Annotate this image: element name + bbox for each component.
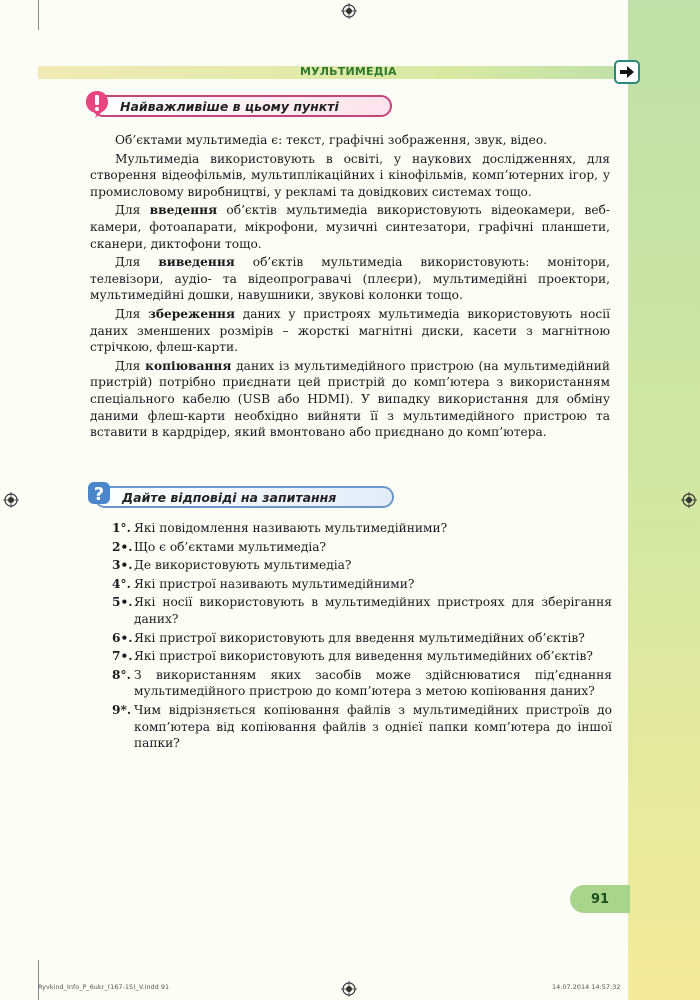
registration-mark-icon bbox=[341, 981, 357, 997]
paragraph-text: Об’єктами мультимедіа є: текст, графічні зображення, звук, відео. bbox=[115, 133, 548, 147]
registration-mark-icon bbox=[681, 492, 697, 508]
registration-mark-icon bbox=[3, 492, 19, 508]
bold-term: копіювання bbox=[145, 358, 232, 373]
question-item bbox=[112, 630, 612, 647]
question-number: 1°. bbox=[112, 521, 131, 535]
question-item bbox=[112, 539, 612, 556]
question-text: З використанням яких засобів може здійснюватися під’єднання мультимедійного пристрою до комп’ютера з метою копіювання даних? bbox=[134, 667, 612, 699]
paragraph-text: Для bbox=[115, 358, 146, 373]
paragraph bbox=[90, 202, 610, 252]
question-item bbox=[112, 667, 612, 700]
arrow-right-icon bbox=[620, 66, 634, 78]
question-text: Які повідомлення називають мультимедійними? bbox=[134, 521, 448, 535]
paragraph-text: Для bbox=[115, 306, 149, 321]
paragraph-text: об’єктів мультимедіа використовують відеокамери, веб-камери, фотоапарати, мікрофони, музичні синтезатори, графічні планшети, сканери, диктофони тощо. bbox=[90, 203, 610, 251]
bold-term: виведення bbox=[158, 255, 235, 270]
question-item bbox=[112, 557, 612, 574]
question-number: 6•. bbox=[112, 630, 133, 645]
paragraph-text: Для bbox=[115, 203, 150, 218]
bold-term: збереження bbox=[148, 306, 235, 321]
question-item bbox=[112, 594, 612, 627]
page-number: 91 bbox=[570, 885, 630, 913]
question-item bbox=[112, 576, 612, 593]
section-questions-header bbox=[94, 486, 394, 508]
question-text: Чим відрізняється копіювання файлів з мультимедійних пристроїв до комп’ютера від копіювання файлів з однієї папки комп’ютера до іншої папки? bbox=[134, 702, 612, 751]
paragraph-text: Для bbox=[115, 255, 159, 270]
question-number: 8°. bbox=[112, 667, 131, 682]
paragraph bbox=[90, 132, 610, 149]
question-number: 9*. bbox=[112, 702, 132, 717]
paragraph bbox=[90, 306, 610, 356]
question-number: 4°. bbox=[112, 576, 131, 591]
question-text: Що є об’єктами мультимедіа? bbox=[134, 539, 327, 554]
footer-date: 14.07.2014 14:57:32 bbox=[552, 983, 621, 991]
question-number: 2•. bbox=[112, 539, 133, 554]
paragraph-text: об’єктів мультимедіа використовують: монітори, телевізори, аудіо- та відеопрогравачі (плеєри), мультимедійні проектори, мультимедійні дошки, навушники, звукові колонки тощо. bbox=[90, 255, 610, 303]
question-text: Які пристрої використовують для виведення мультимедійних об’єктів? bbox=[134, 649, 593, 664]
paragraph-text: Мультимедіа використовують в освіті, у наукових дослідженнях, для створення відеофільмів, мультиплікаційних і кінофільмів, комп’ютерних ігор, у промисловому виробництві, у рекламі та довідкових системах тощо. bbox=[90, 151, 610, 199]
question-item bbox=[112, 702, 612, 752]
paragraph bbox=[90, 151, 610, 201]
question-mark-icon bbox=[86, 480, 112, 510]
question-list bbox=[112, 520, 612, 754]
question-number: 5•. bbox=[112, 595, 133, 610]
page-header-title: МУЛЬТИМЕДІА bbox=[300, 65, 397, 78]
next-arrow-button[interactable] bbox=[614, 60, 640, 84]
question-text: Де використовують мультимедіа? bbox=[134, 558, 352, 573]
crop-line-bottom bbox=[38, 960, 39, 1000]
crop-line-top bbox=[38, 0, 39, 30]
section-title: Найважливіше в цьому пункті bbox=[92, 95, 392, 117]
registration-mark-icon bbox=[341, 3, 357, 19]
question-text: Які пристрої використовують для введення мультимедійних об’єктів? bbox=[134, 630, 585, 645]
paragraph-text: даних у пристроях мультимедіа використовують носії даних зменшених розмірів – жорсткі магнітні диски, касети з магнітною стрічкою, флеш-карти. bbox=[90, 306, 611, 355]
question-text: Які пристрої називають мультимедійними? bbox=[134, 576, 415, 591]
question-number: 3•. bbox=[112, 558, 133, 573]
footer-file-info: Ryvkind_Info_P_6ukr_(167-15)_V.indd 91 bbox=[38, 983, 170, 991]
section-title: Дайте відповіді на запитання bbox=[94, 486, 394, 508]
section-important-header bbox=[92, 95, 392, 117]
question-text: Які носії використовують в мультимедійних пристроях для зберігання даних? bbox=[134, 595, 612, 626]
svg-text:?: ? bbox=[93, 484, 105, 505]
question-item bbox=[112, 648, 612, 665]
question-number: 7•. bbox=[112, 649, 133, 664]
paragraph bbox=[90, 358, 610, 441]
question-item bbox=[112, 520, 612, 537]
paragraph bbox=[90, 254, 610, 304]
summary-text bbox=[90, 132, 610, 443]
exclamation-icon bbox=[84, 89, 110, 119]
paragraph-text: даних із мультимедійного пристрою (на мультимедійний пристрій) потрібно приєднати цей пристрій до комп’ютера з використанням спеціального кабелю (USB або HDMI). У випадку використання для обміну даними флеш-карти необхідно вийняти її з мультимедійного пристрою та вставити в кардрідер, який вмонтовано або приєднано до комп’ютера. bbox=[90, 358, 611, 440]
bold-term: введення bbox=[149, 203, 218, 218]
